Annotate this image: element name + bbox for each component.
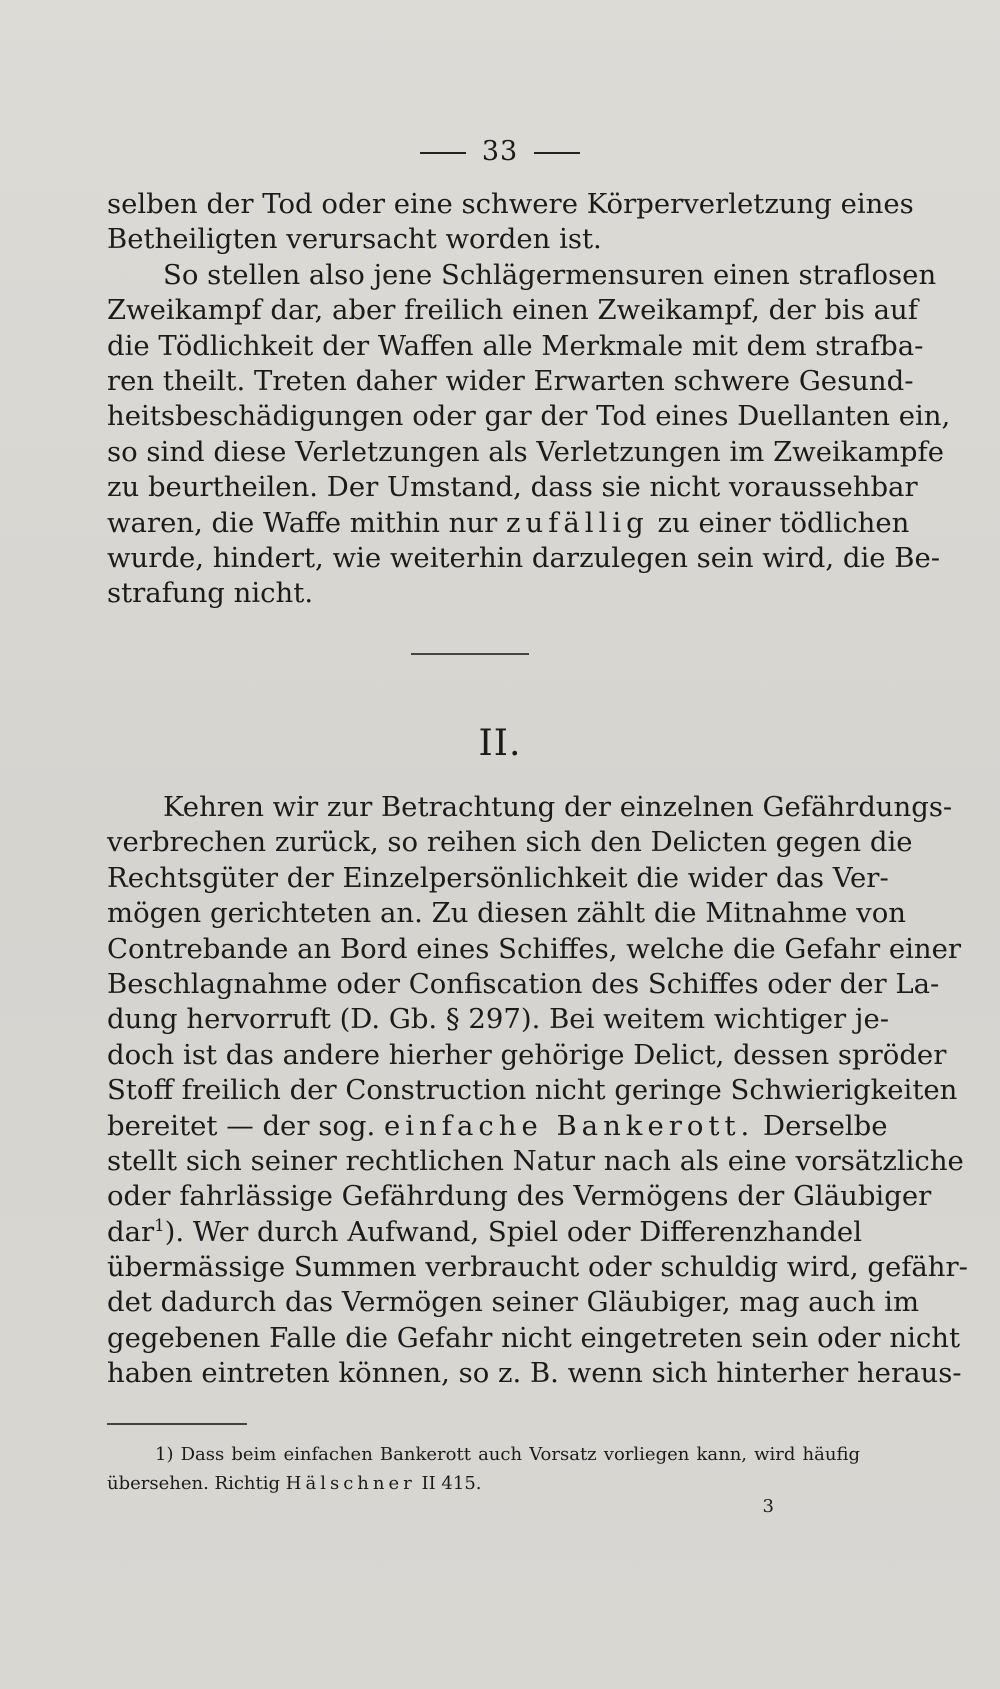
- section-heading: II.: [478, 723, 522, 764]
- text-line: übermässige Summen verbraucht oder schuldig wird, gefähr-: [107, 1251, 968, 1284]
- text-line: doch ist das andere hierher gehörige Delict, dessen spröder: [107, 1038, 947, 1071]
- emphasis-spaced: zufällig: [506, 506, 649, 539]
- text-line: wurde, hindert, wie weiterhin darzulegen sein wird, die Be-: [107, 541, 941, 574]
- footnote: [107, 1440, 860, 1498]
- text-line: Beschlagnahme oder Confiscation des Schiffes oder der La-: [107, 967, 940, 1000]
- text-line: strafung nicht.: [107, 577, 314, 610]
- text-line: stellt sich seiner rechtlichen Natur nach als eine vorsätzliche: [107, 1144, 964, 1177]
- footnote-marker: 1: [154, 1215, 165, 1235]
- main-text-block-1: [107, 187, 951, 612]
- text-line: det dadurch das Vermögen seiner Gläubiger, mag auch im: [107, 1286, 920, 1319]
- text-line: oder fahrlässige Gefährdung des Vermögens der Gläubiger: [107, 1180, 932, 1213]
- header-dash-left: [420, 152, 466, 154]
- main-text-block-2: [107, 790, 968, 1392]
- text-line: haben eintreten können, so z. B. wenn sich hinterher heraus-: [107, 1357, 962, 1390]
- emphasis-spaced: Hälschner: [285, 1473, 416, 1494]
- text-line: heitsbeschädigungen oder gar der Tod eines Duellanten ein,: [107, 400, 951, 433]
- text-line: ren theilt. Treten daher wider Erwarten schwere Gesund-: [107, 364, 914, 397]
- text-line: mögen gerichteten an. Zu diesen zählt die Mitnahme von: [107, 897, 906, 930]
- footnote-rule: [107, 1423, 247, 1425]
- signature-mark: 3: [762, 1496, 774, 1517]
- text-line-spaced: waren, die Waffe mithin nur zufällig zu einer tödlichen: [107, 506, 910, 539]
- text-line: gegebenen Falle die Gefahr nicht eingetreten sein oder nicht: [107, 1321, 961, 1354]
- text-line: verbrechen zurück, so reihen sich den Delicten gegen die: [107, 826, 913, 859]
- text-line: Rechtsgüter der Einzelpersönlichkeit die wider das Ver-: [107, 861, 889, 894]
- text-line: So stellen also jene Schlägermensuren einen straflosen: [163, 258, 937, 291]
- text-line: dung hervorruft (D. Gb. § 297). Bei weitem wichtiger je-: [107, 1003, 890, 1036]
- footnote-line: 1) Dass beim einfachen Bankerott auch Vorsatz vorliegen kann, wird häufig: [155, 1444, 860, 1465]
- text-line-footnote-ref: dar$^1$). Wer durch Aufwand, Spiel oder Differenzhandel: [107, 1215, 862, 1248]
- text-line-spaced: bereitet — der sog. einfache Bankerott. Derselbe: [107, 1109, 888, 1142]
- text-line: Zweikampf dar, aber freilich einen Zweikampf, der bis auf: [107, 294, 918, 327]
- text-line: Kehren wir zur Betrachtung der einzelnen Gefährdungs-: [163, 791, 953, 823]
- text-line: Stoff freilich der Construction nicht geringe Schwierigkeiten: [107, 1074, 958, 1107]
- text-line: Contrebande an Bord eines Schiffes, welche die Gefahr einer: [107, 932, 962, 965]
- text-line: die Tödlichkeit der Waffen alle Merkmale mit dem strafba-: [107, 329, 924, 362]
- header-dash-right: [534, 152, 580, 154]
- text-line: so sind diese Verletzungen als Verletzungen im Zweikampfe: [107, 435, 944, 468]
- footnote-line: übersehen. Richtig Hälschner II 415.: [107, 1473, 482, 1494]
- emphasis-spaced: einfache Bankerott.: [383, 1109, 755, 1142]
- text-line: Betheiligten verursacht worden ist.: [107, 223, 602, 256]
- page-number: 33: [481, 136, 519, 167]
- page-header: [0, 136, 1000, 167]
- text-line: zu beurtheilen. Der Umstand, dass sie nicht voraussehbar: [107, 471, 918, 504]
- text-line: selben der Tod oder eine schwere Körperverletzung eines: [107, 188, 914, 220]
- section-divider: [411, 653, 529, 655]
